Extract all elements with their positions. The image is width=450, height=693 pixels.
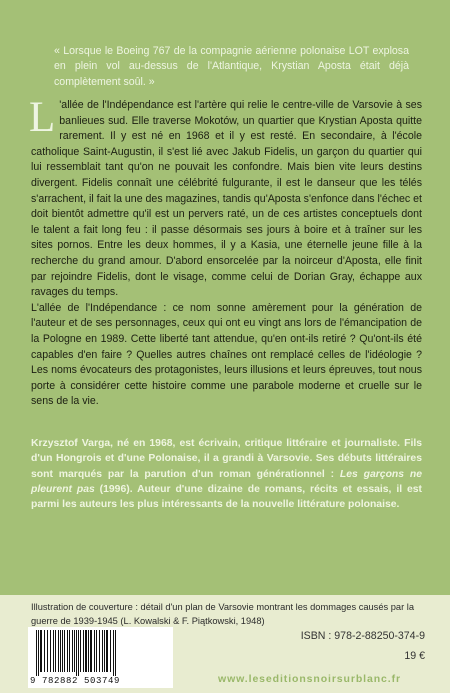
barcode-bar	[44, 630, 45, 672]
barcode-bar	[67, 630, 68, 672]
barcode-bar	[99, 630, 100, 672]
barcode-bars	[34, 630, 167, 676]
barcode-bar	[80, 630, 81, 672]
drop-cap: L	[29, 94, 56, 141]
barcode-bar	[83, 630, 84, 672]
barcode-guard-bar	[115, 630, 116, 676]
barcode-bar	[102, 630, 103, 672]
barcode-guard-bar	[38, 630, 39, 676]
barcode-bar	[62, 630, 63, 672]
barcode-bar	[64, 630, 65, 672]
barcode-bar	[72, 630, 73, 672]
barcode-bar	[74, 630, 75, 672]
publisher-website[interactable]: www.leseditionsnoirsurblanc.fr	[218, 673, 401, 685]
barcode-bar	[96, 630, 97, 672]
barcode-bar	[55, 630, 56, 672]
barcode-guard-bar	[78, 630, 79, 676]
barcode-bar	[53, 630, 54, 672]
barcode-number: 9 782882 503749	[30, 676, 121, 686]
barcode-bar	[90, 630, 92, 672]
author-bio-part-2: (1996). Auteur d'une dizaine de romans, récits et essais, il est parmi les auteurs les plus intéressants de la nouvelle littérature polonaise.	[31, 483, 422, 511]
barcode-bar	[106, 630, 108, 672]
barcode-bar	[50, 630, 51, 672]
barcode-bar	[47, 630, 48, 672]
barcode-bar	[104, 630, 105, 672]
barcode-guard-bar	[36, 630, 37, 676]
synopsis-paragraph-1-text: 'allée de l'Indépendance est l'artère qui relie le centre-ville de Varsovie à ses banlieues sud. Elle traverse Mokotów, un quartier que Krystian Aposta quitte rarement. Il y est né en 1968 et il y est resté. En secondaire, à l'école catholique Saint-Augustin, il s'est lié avec Jakub Fidelis, un garçon du quartier qui lui ressemblait tant qu'on ne pouvait les confondre. Mais bien vite leurs destins divergent. Fidelis connaît une célébrité fulgurante, il est le danseur que les télés s'arrachent, il fait la une des magazines, tandis qu'Aposta s'enfonce dans l'échec et doit bientôt admettre qu'il est un pervers raté, un de ces artistes conceptuels dont le talent a fait long feu : il passe désormais ses jours à boire et à traîner sur les sites pornos. Entre les deux hommes, il y a Kasia, une éternelle jeune fille à la recherche du grand amour. D'abord ensorcelée par la noirceur d'Aposta, elle finit par rejoindre Fidelis, dont le visage, comme celui de Dorian Gray, échappe aux ravages du temps.	[31, 99, 422, 299]
isbn-number: ISBN : 978-2-88250-374-9	[300, 630, 425, 642]
barcode-bar	[94, 630, 95, 672]
barcode-guard-bar	[76, 630, 77, 676]
barcode-bar	[85, 630, 87, 672]
opening-quote: « Lorsque le Boeing 767 de la compagnie aérienne polonaise LOT explosa en plein vol au-dessus de l'Atlantique, Krystian Aposta était déjà complètement soûl. »	[54, 45, 409, 88]
price: 19 €	[404, 650, 425, 662]
barcode-bar	[60, 630, 61, 672]
synopsis-paragraph-1	[29, 94, 422, 301]
barcode-bar	[58, 630, 59, 672]
cover-illustration-caption: Illustration de couverture : détail d'un plan de Varsovie montrant les dommages causés par la guerre de 1939-1945 (L. Kowalski & F. Piątkowski, 1948)	[31, 602, 414, 626]
synopsis-paragraph-2: L'allée de l'Indépendance : ce nom sonne amèrement pour la génération de l'auteur et de ses personnages, ceux qui ont eu vingt ans lors de l'émancipation de la Pologne en 1989. Cette liberté tant attendue, qu'en ont-ils retiré ? Qu'ont-ils été capables d'en faire ? Quelles autres chaînes ont remplacé celles de l'idéologie ? Les noms évocateurs des protagonistes, leurs illusions et leurs épreuves, tout nous porte à considérer cette histoire comme une parabole moderne et cruelle sur le sens de la vie.	[31, 301, 422, 408]
barcode-bar	[110, 630, 111, 672]
author-bio	[31, 436, 422, 512]
debut-novel-title: Les garçons ne pleurent pas	[31, 468, 422, 495]
barcode-bar	[40, 630, 42, 672]
barcode-guard-bar	[113, 630, 114, 676]
barcode-bar	[69, 630, 70, 672]
author-bio-part-1: Krzysztof Varga, né en 1968, est écrivain, critique littéraire et journaliste. Fils d'un Hongrois et d'une Polonaise, il a grandi à Varsovie. Ses débuts littéraires sont marqués par la parution d'un roman générationnel :	[31, 438, 422, 480]
synopsis	[29, 94, 422, 410]
barcode-bar	[88, 630, 89, 672]
isbn-barcode	[28, 627, 173, 688]
